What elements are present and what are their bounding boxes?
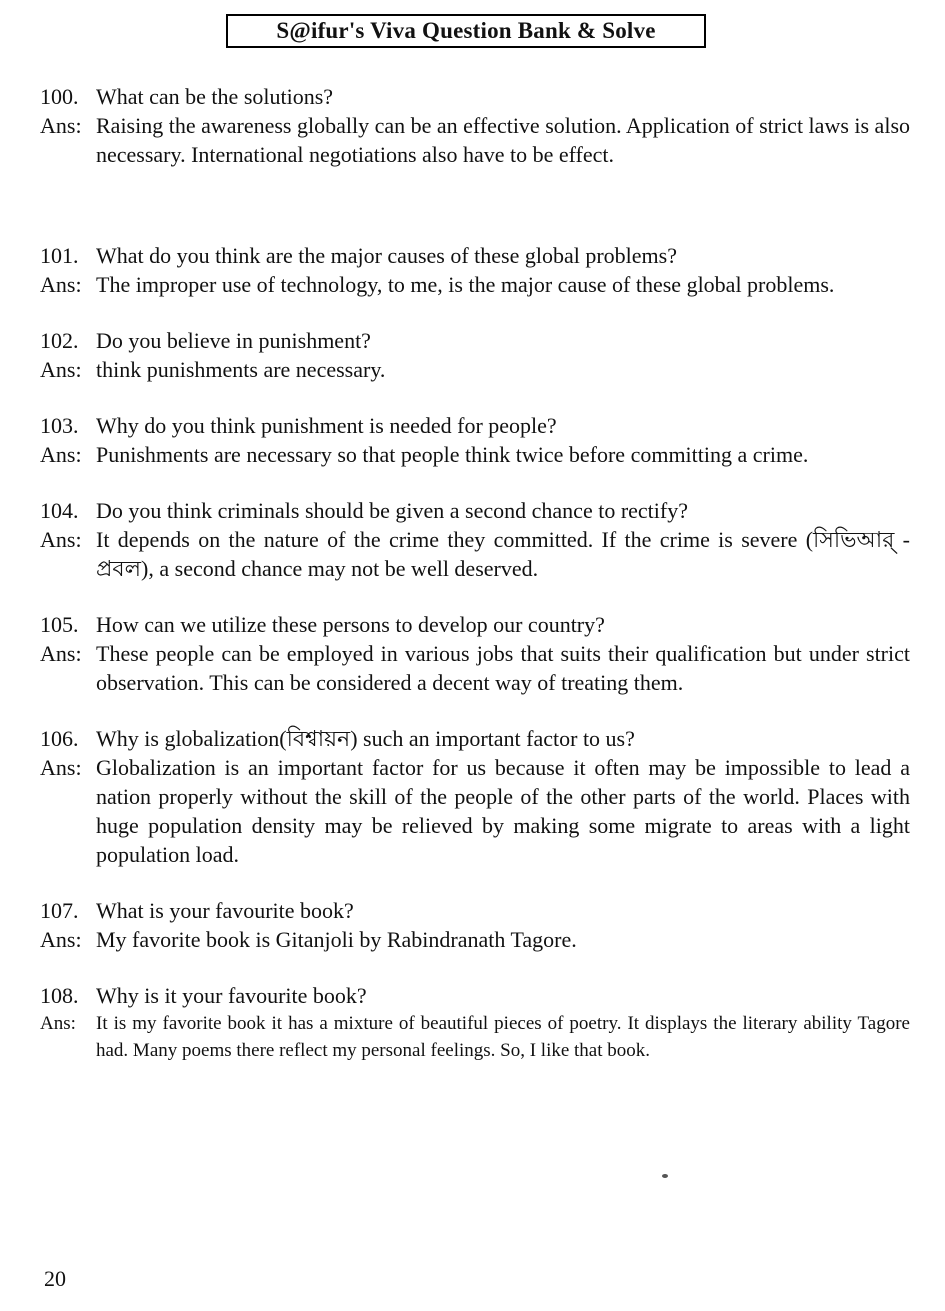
qa-list bbox=[40, 82, 910, 1091]
question-row bbox=[40, 326, 910, 355]
answer-label: Ans: bbox=[40, 357, 82, 382]
answer-row bbox=[40, 639, 910, 697]
qa-item-105 bbox=[40, 610, 910, 697]
question-text: Why do you think punishment is needed for people? bbox=[96, 413, 557, 438]
answer-label: Ans: bbox=[40, 272, 82, 297]
question-row bbox=[40, 411, 910, 440]
question-row bbox=[40, 981, 910, 1010]
question-text: How can we utilize these persons to develop our country? bbox=[96, 612, 605, 637]
qa-item-101 bbox=[40, 241, 910, 299]
page-header-title: S@ifur's Viva Question Bank & Solve bbox=[226, 14, 706, 48]
qa-item-102 bbox=[40, 326, 910, 384]
answer-row bbox=[40, 753, 910, 869]
answer-row bbox=[40, 525, 910, 583]
question-text: What do you think are the major causes of these global problems? bbox=[96, 243, 677, 268]
qa-item-100 bbox=[40, 82, 910, 169]
question-number: 105. bbox=[40, 612, 79, 637]
answer-label: Ans: bbox=[40, 641, 82, 666]
question-number: 104. bbox=[40, 498, 79, 523]
question-number: 102. bbox=[40, 328, 79, 353]
question-row bbox=[40, 82, 910, 111]
question-text: Do you believe in punishment? bbox=[96, 328, 371, 353]
answer-label: Ans: bbox=[40, 755, 82, 780]
question-row bbox=[40, 724, 910, 753]
question-row bbox=[40, 496, 910, 525]
question-number: 101. bbox=[40, 243, 79, 268]
qa-item-108 bbox=[40, 981, 910, 1064]
question-text: What can be the solutions? bbox=[96, 84, 334, 109]
question-text: Why is it your favourite book? bbox=[96, 983, 367, 1008]
question-text: Do you think criminals should be given a second chance to rectify? bbox=[96, 498, 688, 523]
question-number: 108. bbox=[40, 983, 79, 1008]
answer-label: Ans: bbox=[40, 927, 82, 952]
answer-text: These people can be employed in various jobs that suits their qualification but under strict observation. This can be considered a decent way of treating them. bbox=[96, 641, 910, 695]
answer-label: Ans: bbox=[40, 1013, 76, 1034]
page-number: 20 bbox=[44, 1266, 66, 1291]
question-number: 100. bbox=[40, 84, 79, 109]
answer-text: think punishments are necessary. bbox=[96, 357, 386, 382]
question-number: 106. bbox=[40, 726, 79, 751]
qa-item-103 bbox=[40, 411, 910, 469]
question-text: Why is globalization(বিশ্বায়ন) such an important factor to us? bbox=[96, 726, 635, 751]
answer-text: My favorite book is Gitanjoli by Rabindranath Tagore. bbox=[96, 927, 577, 952]
answer-label: Ans: bbox=[40, 442, 82, 467]
answer-text: It depends on the nature of the crime they committed. If the crime is severe (সিভিআর্ - প্রবল), a second chance may not be well deserved. bbox=[96, 527, 910, 581]
question-row bbox=[40, 241, 910, 270]
answer-row bbox=[40, 925, 910, 954]
answer-label: Ans: bbox=[40, 113, 82, 138]
question-number: 107. bbox=[40, 898, 79, 923]
qa-item-107 bbox=[40, 896, 910, 954]
answer-row bbox=[40, 111, 910, 169]
question-row bbox=[40, 610, 910, 639]
scan-speck-mark bbox=[662, 1174, 668, 1178]
answer-row bbox=[40, 440, 910, 469]
question-text: What is your favourite book? bbox=[96, 898, 354, 923]
answer-row bbox=[40, 270, 910, 299]
answer-text: The improper use of technology, to me, is the major cause of these global problems. bbox=[96, 272, 835, 297]
question-row bbox=[40, 896, 910, 925]
qa-item-104 bbox=[40, 496, 910, 583]
answer-label: Ans: bbox=[40, 527, 82, 552]
question-number: 103. bbox=[40, 413, 79, 438]
answer-text: It is my favorite book it has a mixture of beautiful pieces of poetry. It displays the literary ability Tagore had. Many poems there reflect my personal feelings. So, I like that book. bbox=[96, 1013, 910, 1061]
answer-row bbox=[40, 355, 910, 384]
answer-text: Punishments are necessary so that people think twice before committing a crime. bbox=[96, 442, 809, 467]
answer-text: Globalization is an important factor for us because it often may be impossible to lead a nation properly without the skill of the people of the other parts of the world. Places with huge population density may be relieved by making some migrate to areas with a light population load. bbox=[96, 755, 910, 867]
answer-row bbox=[40, 1010, 910, 1064]
qa-item-106 bbox=[40, 724, 910, 869]
answer-text: Raising the awareness globally can be an effective solution. Application of strict laws is also necessary. International negotiations also have to be effect. bbox=[96, 113, 910, 167]
